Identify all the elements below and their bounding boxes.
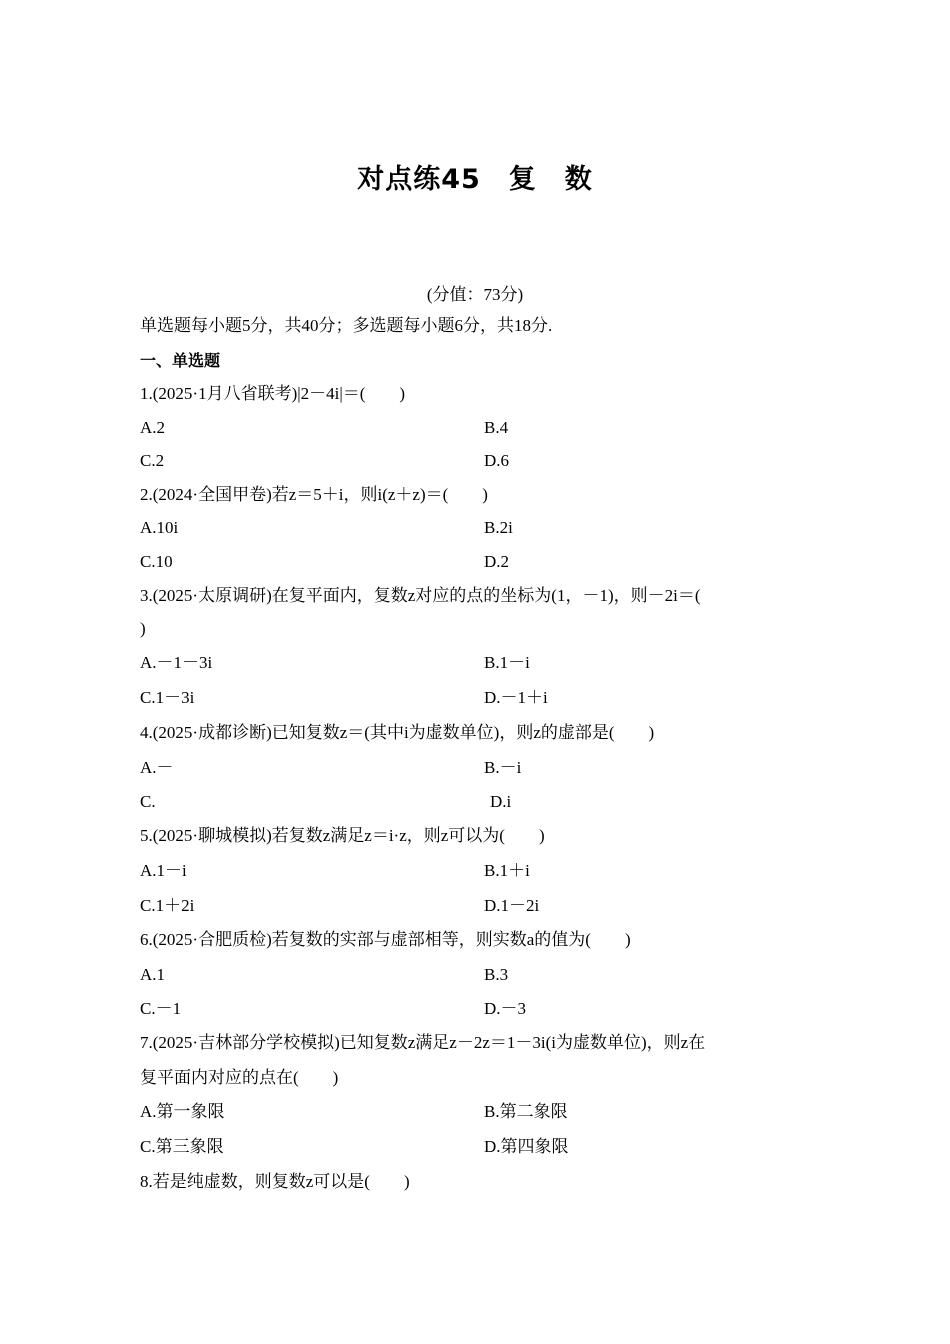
- question-1-option-a[interactable]: A.2: [140, 418, 166, 437]
- question-7-stem-continued: 复平面内对应的点在( ): [140, 1068, 339, 1087]
- question-3-stem: 3.(2025·太原调研)在复平面内，复数z对应的点的坐标为(1，－1)，则－2i＝(: [140, 586, 701, 605]
- question-2-stem: 2.(2024·全国甲卷)若z＝5＋i，则i(z＋z)＝( ): [140, 485, 488, 504]
- question-5-stem: 5.(2025·聊城模拟)若复数z满足z＝i·z，则z可以为( ): [140, 826, 545, 845]
- question-6-option-d[interactable]: D.－3: [484, 999, 527, 1018]
- question-1-stem: 1.(2025·1月八省联考)|2－4i|＝( ): [140, 384, 406, 403]
- question-5-option-a[interactable]: A.1－i: [140, 861, 187, 880]
- question-3-option-b[interactable]: B.1－i: [484, 653, 530, 672]
- question-6-option-b[interactable]: B.3: [484, 965, 509, 984]
- question-5-option-b[interactable]: B.1＋i: [484, 861, 530, 880]
- question-1-option-b[interactable]: B.4: [484, 418, 509, 437]
- question-3-option-a[interactable]: A.－1－3i: [140, 653, 213, 672]
- question-2-option-c[interactable]: C.10: [140, 552, 173, 571]
- question-6-stem: 6.(2025·合肥质检)若复数的实部与虚部相等，则实数a的值为( ): [140, 930, 631, 949]
- page-title: 对点练45 复 数: [357, 164, 593, 195]
- question-4-option-c[interactable]: C.: [140, 792, 156, 811]
- question-6-option-c[interactable]: C.－1: [140, 999, 182, 1018]
- question-1-option-c[interactable]: C.2: [140, 451, 165, 470]
- question-7-option-b[interactable]: B.第二象限: [484, 1102, 568, 1121]
- question-4-option-a[interactable]: A.－: [140, 758, 174, 777]
- question-3-option-c[interactable]: C.1－3i: [140, 688, 195, 707]
- question-2-option-a[interactable]: A.10i: [140, 518, 179, 537]
- question-7-option-a[interactable]: A.第一象限: [140, 1102, 225, 1121]
- question-3-option-d[interactable]: D.－1＋i: [484, 688, 548, 707]
- question-5-option-c[interactable]: C.1＋2i: [140, 896, 195, 915]
- question-5-option-d[interactable]: D.1－2i: [484, 896, 540, 915]
- question-7-option-d[interactable]: D.第四象限: [484, 1137, 569, 1156]
- question-6-option-a[interactable]: A.1: [140, 965, 166, 984]
- question-4-option-d[interactable]: D.i: [490, 792, 512, 811]
- question-4-option-b[interactable]: B.－i: [484, 758, 522, 777]
- question-7-stem: 7.(2025·吉林部分学校模拟)已知复数z满足z－2z＝1－3i(i为虚数单位)，则z在: [140, 1033, 706, 1052]
- question-2-option-b[interactable]: B.2i: [484, 518, 513, 537]
- question-7-option-c[interactable]: C.第三象限: [140, 1137, 224, 1156]
- question-3-stem-continued: ): [140, 619, 146, 638]
- question-8-stem: 8.若是纯虚数，则复数z可以是( ): [140, 1172, 410, 1191]
- score-info: (分值：73分): [426, 285, 524, 304]
- question-1-option-d[interactable]: D.6: [484, 451, 510, 470]
- question-2-option-d[interactable]: D.2: [484, 552, 510, 571]
- section-heading: 一、单选题: [140, 351, 221, 370]
- instructions: 单选题每小题5分，共40分；多选题每小题6分，共18分.: [140, 316, 553, 335]
- question-4-stem: 4.(2025·成都诊断)已知复数z＝(其中i为虚数单位)，则z的虚部是( ): [140, 723, 655, 742]
